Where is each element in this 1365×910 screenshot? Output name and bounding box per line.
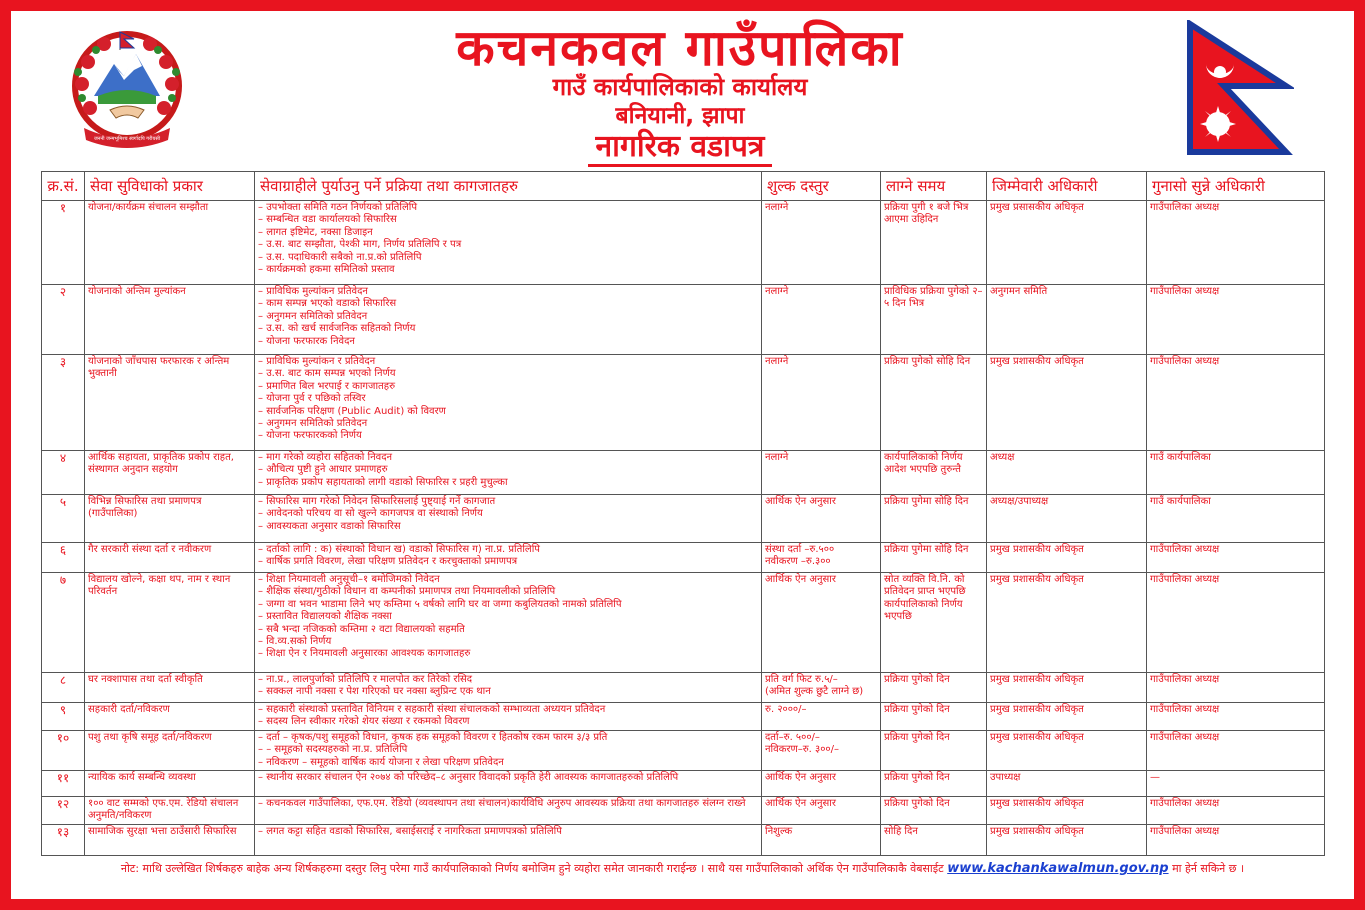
- table-row: [42, 703, 1325, 731]
- table-row: [42, 451, 1325, 495]
- cell-process: [255, 201, 762, 285]
- cell-officer: अनुगमन समिति: [987, 285, 1147, 355]
- cell-fee: आर्थिक ऐन अनुसार: [762, 573, 881, 673]
- process-step: – प्रमाणित बिल भरपाई र कागजातहरु: [258, 381, 758, 393]
- cell-sn: १०: [42, 730, 85, 770]
- header-service: सेवा सुविधाको प्रकार: [85, 172, 255, 201]
- office-subtitle: गाउँ कार्यपालिकाको कार्यालय: [552, 73, 808, 101]
- cell-sn: ३: [42, 355, 85, 451]
- table-row: [42, 285, 1325, 355]
- cell-service: विद्यालय खोल्ने, कक्षा थप, नाम र स्थान परिवर्तन: [85, 573, 255, 673]
- document-title: नागरिक वडापत्र: [200, 130, 1160, 164]
- cell-service: पशु तथा कृषि समूह दर्ता/नविकरण: [85, 730, 255, 770]
- process-step: – शिक्षा नियमावली अनुसूची–१ बमोजिमको निवेदन: [258, 574, 758, 586]
- cell-service: न्यायिक कार्य सम्बन्धि व्यवस्था: [85, 771, 255, 797]
- cell-service: १०० वाट सम्मको एफ.एम. रेडियो संचालन अनुमति/नविकरण: [85, 797, 255, 825]
- cell-grievance: गाउँपालिका अध्यक्ष: [1147, 673, 1325, 703]
- cell-sn: १: [42, 201, 85, 285]
- process-step: – स्थानीय सरकार संचालन ऐन २०७४ को परिच्छेद–८ अनुसार विवादको प्रकृति हेरी आवस्यक कागजातहरुको प्रतिलिपि: [258, 772, 758, 784]
- cell-time: प्रक्रिया पुगेको दिन: [881, 703, 987, 731]
- cell-process: [255, 543, 762, 573]
- cell-officer: प्रमुख प्रशासकीय अधिकृत: [987, 355, 1147, 451]
- cell-officer: उपाध्यक्ष: [987, 771, 1147, 797]
- process-step: – काम सम्पन्न भएको वडाको सिफारिस: [258, 298, 758, 310]
- header-process: सेवाग्राहीले पुर्याउनु पर्ने प्रक्रिया तथा कागजातहरु: [255, 172, 762, 201]
- cell-service: योजनाको अन्तिम मुल्यांकन: [85, 285, 255, 355]
- header-time: लाग्ने समय: [881, 172, 987, 201]
- cell-fee: नलाग्ने: [762, 285, 881, 355]
- cell-fee: आर्थिक ऐन अनुसार: [762, 495, 881, 543]
- nepal-flag-icon: [1186, 20, 1294, 156]
- process-step: – योजना फरफारक निवेदन: [258, 336, 758, 348]
- cell-officer: प्रमुख प्रशासकीय अधिकृत: [987, 673, 1147, 703]
- cell-fee: आर्थिक ऐन अनुसार: [762, 797, 881, 825]
- process-step: – प्राविधिक मुल्यांकन र प्रतिवेदन: [258, 356, 758, 368]
- cell-fee: आर्थिक ऐन अनुसार: [762, 771, 881, 797]
- cell-process: [255, 573, 762, 673]
- header-sn: क्र.सं.: [42, 172, 85, 201]
- cell-sn: १३: [42, 825, 85, 856]
- process-step: – सहकारी संस्थाको प्रस्तावित विनियम र सहकारी संस्था संचालकको सम्भाव्यता अध्ययन प्रतिवेदन: [258, 704, 758, 716]
- process-step: – उ.स. बाट काम सम्पन्न भएको निर्णय: [258, 368, 758, 380]
- process-step: – उ.स. को खर्च सार्वजनिक सहितको निर्णय: [258, 323, 758, 335]
- office-address: बनियानी, झापा: [615, 103, 745, 129]
- header-grievance: गुनासो सुन्ने अधिकारी: [1147, 172, 1325, 201]
- cell-grievance: गाउँपालिका अध्यक्ष: [1147, 825, 1325, 856]
- process-step: – वि.व्य.सको निर्णय: [258, 636, 758, 648]
- cell-time: प्राविधिक प्रक्रिया पुगेको २–५ दिन भित्र: [881, 285, 987, 355]
- table-row: [42, 797, 1325, 825]
- cell-time: प्रक्रिया पुगेमा सोहि दिन: [881, 543, 987, 573]
- cell-fee: संस्था दर्ता –रु.५०० नवीकरण –रु.३००: [762, 543, 881, 573]
- cell-grievance: गाउँपालिका अध्यक्ष: [1147, 573, 1325, 673]
- footer-note: [60, 861, 1305, 876]
- table-row: [42, 495, 1325, 543]
- cell-grievance: गाउँपालिका अध्यक्ष: [1147, 703, 1325, 731]
- svg-text:जननी जन्मभूमिश्च स्वर्गादपि गर: जननी जन्मभूमिश्च स्वर्गादपि गरीयसी: [93, 136, 161, 142]
- header-fee: शुल्क दस्तुर: [762, 172, 881, 201]
- table-row: [42, 573, 1325, 673]
- website-link[interactable]: www.kachankawalmun.gov.np: [947, 861, 1169, 876]
- cell-process: [255, 355, 762, 451]
- cell-process: [255, 703, 762, 731]
- cell-process: [255, 285, 762, 355]
- process-step: – प्रस्तावित विद्यालयको शैक्षिक नक्सा: [258, 611, 758, 623]
- process-step: – सबै भन्दा नजिकको कम्तिमा २ वटा विद्यालयको सहमति: [258, 624, 758, 636]
- citizen-charter-table: [41, 171, 1325, 856]
- cell-process: [255, 730, 762, 770]
- cell-officer: अध्यक्ष/उपाध्यक्ष: [987, 495, 1147, 543]
- process-step: – ना.प्र., लालपुर्जाको प्रतिलिपि र मालपोत कर तिरेको रसिद: [258, 674, 758, 686]
- cell-sn: १२: [42, 797, 85, 825]
- cell-time: प्रक्रिया पुगेमा सोहि दिन: [881, 495, 987, 543]
- cell-fee: नलाग्ने: [762, 451, 881, 495]
- process-step: – कार्यक्रमको हकमा समितिको प्रस्ताव: [258, 264, 758, 276]
- process-step: – प्राविधिक मुल्यांकन प्रतिवेदन: [258, 286, 758, 298]
- cell-fee: रु. २०००/–: [762, 703, 881, 731]
- process-step: – दर्ता – कृषक/पशु समूहको विधान, कृषक हक समूहको विवरण र हितकोष रकम फारम ३/३ प्रति: [258, 732, 758, 744]
- cell-process: [255, 673, 762, 703]
- cell-time: प्रक्रिया पुगेको दिन: [881, 771, 987, 797]
- cell-sn: २: [42, 285, 85, 355]
- cell-service: योजना/कार्यक्रम संचालन सम्झौता: [85, 201, 255, 285]
- cell-officer: अध्यक्ष: [987, 451, 1147, 495]
- cell-service: आर्थिक सहायता, प्राकृतिक प्रकोप राहत, संस्थागत अनुदान सहयोग: [85, 451, 255, 495]
- cell-grievance: गाउँपालिका अध्यक्ष: [1147, 201, 1325, 285]
- cell-time: कार्यपालिकाको निर्णय आदेश भएपछि तुरुन्तै: [881, 451, 987, 495]
- cell-process: [255, 771, 762, 797]
- footer-note-text: नोट: माथि उल्लेखित शिर्षकहरु बाहेक अन्य शिर्षकहरुमा दस्तुर लिनु परेमा गाउँ कार्यपालिकाको निर्णय बमोजिम हुने व्यहोरा समेत जानकारी गराईन्छ । साथै यस गाउँपालिकाको अर्थिक ऐन गाउँपालिकाकै वेबसाईट: [120, 862, 944, 875]
- cell-service: सामाजिक सुरक्षा भत्ता ठाउँसारी सिफारिस: [85, 825, 255, 856]
- cell-service: योजनाको जाँचपास फरफारक र अन्तिम भुक्तानी: [85, 355, 255, 451]
- cell-service: सहकारी दर्ता/नविकरण: [85, 703, 255, 731]
- process-step: – जग्गा वा भवन भाडामा लिने भए कम्तिमा ५ वर्षको लागि घर वा जग्गा कबुलियतको नामको प्रतिलिपि: [258, 599, 758, 611]
- process-step: – योजना पुर्व र पछिको तस्विर: [258, 393, 758, 405]
- process-step: – औचित्य पुष्टी हुने आधार प्रमाणहरु: [258, 464, 758, 476]
- cell-officer: प्रमुख प्रसासकीय अधिकृत: [987, 201, 1147, 285]
- process-step: – उ.स. बाट सम्झौता, पेश्की माग, निर्णय प्रतिलिपि र पत्र: [258, 239, 758, 251]
- municipality-title: कचनकवल गाउँपालिका: [456, 19, 904, 77]
- process-step: – नविकरण – समूहको वार्षिक कार्य योजना र लेखा परिक्षण प्रतिवेदन: [258, 757, 758, 769]
- cell-time: स्रोत व्यक्ति वि.नि. को प्रतिवेदन प्राप्त भएपछि कार्यपालिकाको निर्णय भएपछि: [881, 573, 987, 673]
- cell-time: प्रक्रिया पुगेको सोहि दिन: [881, 355, 987, 451]
- table-row: [42, 201, 1325, 285]
- process-step: – सार्वजनिक परिक्षण (Public Audit) को विवरण: [258, 406, 758, 418]
- process-step: – सक्कल नापी नक्सा र पेश गरिएको घर नक्सा ब्लुप्रिन्ट एक थान: [258, 686, 758, 698]
- process-step: – शिक्षा ऐन र नियमावली अनुसारका आवश्यक कागजातहरु: [258, 648, 758, 660]
- cell-sn: ११: [42, 771, 85, 797]
- process-step: – लागत इष्टिमेट, नक्सा डिजाइन: [258, 227, 758, 239]
- process-step: – उ.स. पदाधिकारी सबैको ना.प्र.को प्रतिलिपि: [258, 252, 758, 264]
- cell-process: [255, 495, 762, 543]
- cell-officer: प्रमुख प्रशासकीय अधिकृत: [987, 543, 1147, 573]
- process-step: – अनुगमन समितिको प्रतिवेदन: [258, 418, 758, 430]
- cell-grievance: गाउँ कार्यपालिका: [1147, 451, 1325, 495]
- table-row: [42, 355, 1325, 451]
- process-step: – – समूहको सदस्यहरुको ना.प्र. प्रतिलिपि: [258, 744, 758, 756]
- cell-time: प्रक्रिया पुगी १ बजे भित्र आएमा उहिदिन: [881, 201, 987, 285]
- cell-service: घर नक्शापास तथा दर्ता स्वीकृति: [85, 673, 255, 703]
- table-row: [42, 543, 1325, 573]
- cell-time: सोहि दिन: [881, 825, 987, 856]
- process-step: – प्राकृतिक प्रकोप सहायताको लागी वडाको सिफारिस र प्रहरी मुचुल्का: [258, 477, 758, 489]
- process-step: – सम्बन्धित वडा कार्यालयको सिफारिस: [258, 214, 758, 226]
- header-officer: जिम्मेवारी अधिकारी: [987, 172, 1147, 201]
- table-row: [42, 771, 1325, 797]
- cell-sn: ७: [42, 573, 85, 673]
- cell-process: [255, 825, 762, 856]
- cell-grievance: गाउँपालिका अध्यक्ष: [1147, 797, 1325, 825]
- cell-fee: दर्ता–रु. ५००/– नविकरण–रु. ३००/–: [762, 730, 881, 770]
- process-step: – माग गरेको व्यहोरा सहितको निवदन: [258, 452, 758, 464]
- footer-note-end: मा हेर्न सकिने छ ।: [1172, 862, 1245, 875]
- process-step: – शैक्षिक संस्था/गुठीको विधान वा कम्पनीको प्रमाणपत्र तथा नियमावलीको प्रतिलिपि: [258, 586, 758, 598]
- cell-time: प्रक्रिया पुगेको दिन: [881, 797, 987, 825]
- cell-fee: नलाग्ने: [762, 355, 881, 451]
- cell-grievance: गाउँपालिका अध्यक्ष: [1147, 730, 1325, 770]
- cell-grievance: गाउँपालिका अध्यक्ष: [1147, 285, 1325, 355]
- table-row: [42, 730, 1325, 770]
- process-step: – वार्षिक प्रगति विवरण, लेखा परिक्षण प्रतिवेदन र करचुक्ताको प्रमाणपत्र: [258, 556, 758, 568]
- cell-officer: प्रमुख प्रशासकीय अधिकृत: [987, 730, 1147, 770]
- process-step: – कचनकवल गाउँपालिका, एफ.एम. रेडियो (व्यवस्थापन तथा संचालन)कार्यविधि अनुरुप आवस्यक प्रक्रिया तथा कागजातहरु संलग्न राख्ने: [258, 798, 758, 810]
- nepal-emblem-icon: [64, 24, 190, 152]
- cell-fee: नलाग्ने: [762, 201, 881, 285]
- cell-officer: प्रमुख प्रशासकीय अधिकृत: [987, 825, 1147, 856]
- cell-fee: प्रति वर्ग फिट रु.५/– (अमित शुल्क छुटै लाग्ने छ): [762, 673, 881, 703]
- cell-officer: प्रमुख प्रशासकीय अधिकृत: [987, 573, 1147, 673]
- cell-grievance: गाउँपालिका अध्यक्ष: [1147, 543, 1325, 573]
- table-header-row: [42, 172, 1325, 201]
- cell-sn: ९: [42, 703, 85, 731]
- cell-process: [255, 451, 762, 495]
- cell-sn: ६: [42, 543, 85, 573]
- process-step: – दर्ताको लागि : क) संस्थाको विधान ख) वडाको सिफारिस ग) ना.प्र. प्रतिलिपि: [258, 544, 758, 556]
- cell-grievance: गाउँपालिका अध्यक्ष: [1147, 355, 1325, 451]
- cell-sn: ४: [42, 451, 85, 495]
- table-row: [42, 673, 1325, 703]
- process-step: – योजना फरफारकको निर्णय: [258, 430, 758, 442]
- process-step: – सदस्य लिन स्वीकार गरेको शेयर संख्या र रकमको विवरण: [258, 716, 758, 728]
- cell-officer: प्रमुख प्रशासकीय अधिकृत: [987, 703, 1147, 731]
- process-step: – अनुगमन समितिको प्रतिवेदन: [258, 311, 758, 323]
- process-step: – आवस्यकता अनुसार वडाको सिफारिस: [258, 521, 758, 533]
- cell-fee: निशुल्क: [762, 825, 881, 856]
- process-step: – लगत कट्टा सहित वडाको सिफारिस, बसाईसराई र नागरिकता प्रमाणपत्रको प्रतिलिपि: [258, 826, 758, 838]
- table-row: [42, 825, 1325, 856]
- cell-time: प्रक्रिया पुगेको दिन: [881, 673, 987, 703]
- cell-officer: प्रमुख प्रशासकीय अधिकृत: [987, 797, 1147, 825]
- cell-sn: ८: [42, 673, 85, 703]
- cell-time: प्रक्रिया पुगेको दिन: [881, 730, 987, 770]
- process-step: – उपभोक्ता समिति गठन निर्णयको प्रतिलिपि: [258, 202, 758, 214]
- cell-sn: ५: [42, 495, 85, 543]
- process-step: – आवेदनको परिचय वा सो खुल्ने कागजपत्र वा संस्थाको निर्णय: [258, 508, 758, 520]
- cell-service: विभिन्न सिफारिस तथा प्रमाणपत्र (गाउँपालिका): [85, 495, 255, 543]
- cell-service: गैर सरकारी संस्था दर्ता र नवीकरण: [85, 543, 255, 573]
- cell-grievance: —: [1147, 771, 1325, 797]
- cell-process: [255, 797, 762, 825]
- process-step: – सिफारिस माग गरेको निवेदन सिफारिसलाई पुष्ट्याई गर्ने कागजात: [258, 496, 758, 508]
- cell-grievance: गाउँ कार्यपालिका: [1147, 495, 1325, 543]
